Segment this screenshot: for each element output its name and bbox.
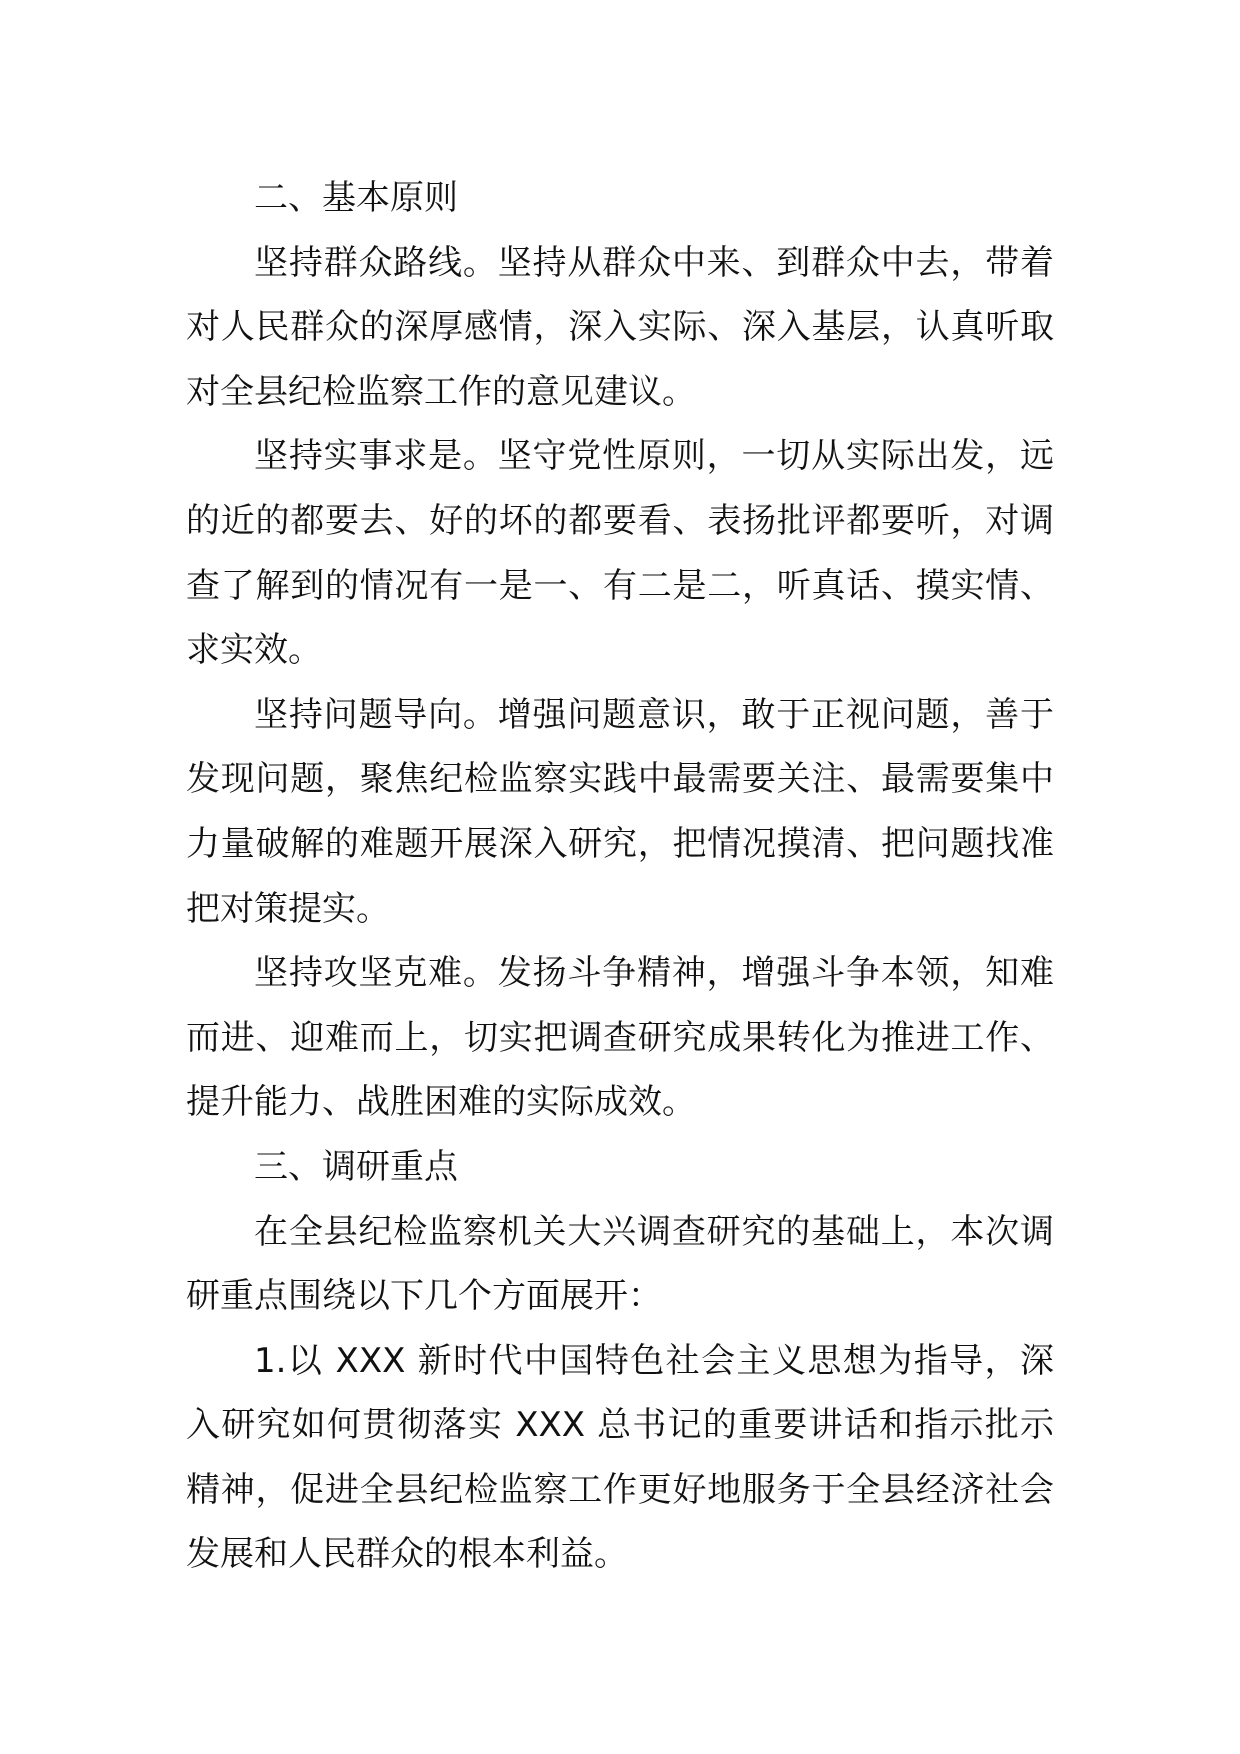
paragraph-research-intro: 在全县纪检监察机关大兴调查研究的基础上，本次调研重点围绕以下几个方面展开： <box>186 1211 1054 1317</box>
section-heading-research-focus: 三、调研重点 <box>254 1146 458 1187</box>
paragraph-focus-item-1: 1.以 XXX 新时代中国特色社会主义思想为指导，深入研究如何贯彻落实 XXX 总书记的重要讲话和指示批示精神，促进全县纪检监察工作更好地服务于全县经济社会发展和人民群众的根本利益。 <box>186 1340 1054 1575</box>
section-heading-basic-principles: 二、基本原则 <box>254 178 458 218</box>
paragraph-overcome-difficulties: 坚持攻坚克难。发扬斗争精神，增强斗争本领，知难而进、迎难而上，切实把调查研究成果转化为推进工作、提升能力、战胜困难的实际成效。 <box>186 953 1054 1123</box>
document-body <box>186 166 1054 1587</box>
paragraph-problem-oriented: 坚持问题导向。增强问题意识，敢于正视问题，善于发现问题，聚焦纪检监察实践中最需要关注、最需要集中力量破解的难题开展深入研究，把情况摸清、把问题找准把对策提实。 <box>186 694 1054 929</box>
paragraph-seek-truth: 坚持实事求是。坚守党性原则，一切从实际出发，远的近的都要去、好的坏的都要看、表扬批评都要听，对调查了解到的情况有一是一、有二是二，听真话、摸实情、求实效。 <box>186 436 1054 671</box>
paragraph-mass-line: 坚持群众路线。坚持从群众中来、到群众中去，带着对人民群众的深厚感情，深入实际、深入基层，认真听取对全县纪检监察工作的意见建议。 <box>186 242 1054 412</box>
